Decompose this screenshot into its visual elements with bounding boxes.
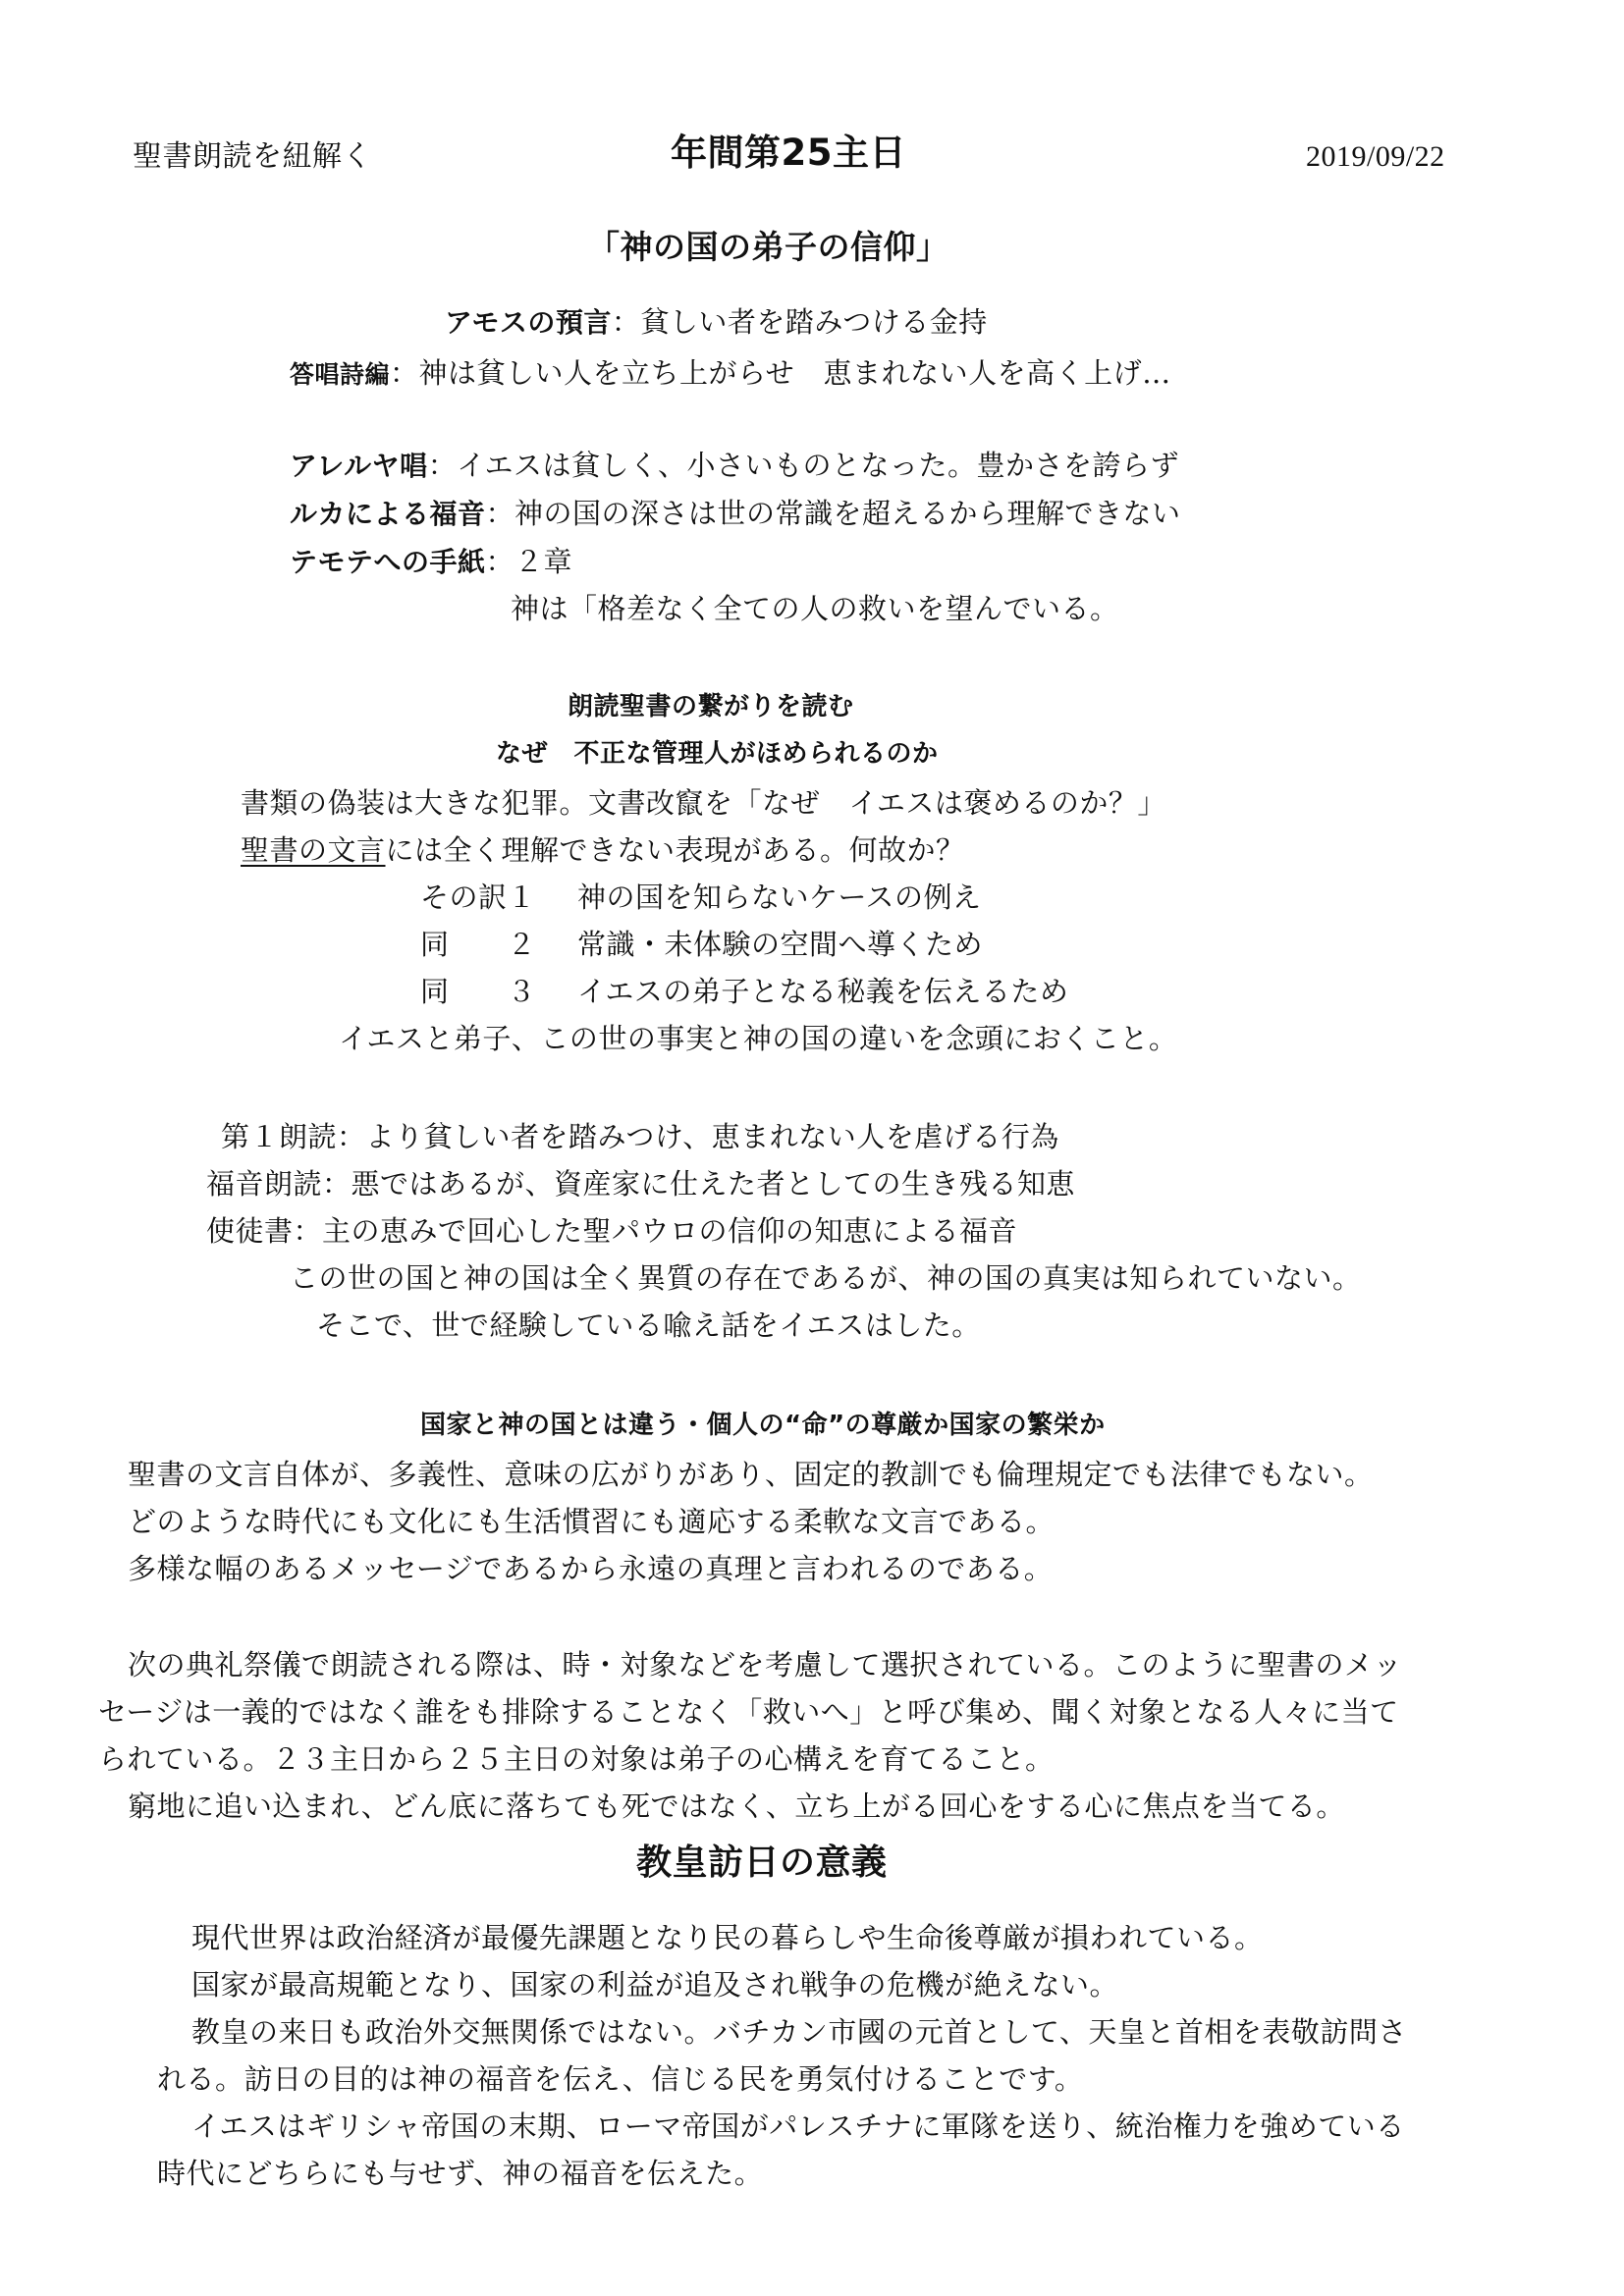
reading-amos-label: アモスの預言 (445, 306, 612, 339)
section2-line1: この世の国と神の国は全く異質の存在であるが、神の国の真実は知られていない。 (290, 1261, 1362, 1295)
reason-item (420, 972, 1068, 1011)
reading-amos-text: ：貧しい者を踏みつける金持 (611, 305, 988, 339)
scripture-words-underlined: 聖書の文言 (241, 833, 386, 867)
section3-line: 多様な幅のあるメッセージであるから永遠の真理と言われるのである。 (128, 1552, 1054, 1585)
reading-timothy-text: ：２章 (485, 545, 573, 578)
page-title: 「神の国の弟子の信仰」 (587, 228, 949, 266)
header-center-title: 年間第25主日 (671, 132, 906, 174)
gospel-summary: 福音朗読：悪ではあるが、資産家に仕えた者としての生き残る知恵 (206, 1167, 1076, 1201)
reason-tag: 同 ３ (420, 975, 537, 1008)
reason-tag: その訳１ (420, 881, 537, 914)
section3-line: 聖書の文言自体が、多義性、意味の広がりがあり、固定的教訓でも倫理規定でも法律でもない。 (128, 1458, 1374, 1491)
reading-alleluia (290, 446, 1179, 486)
reading-psalm (290, 353, 1171, 395)
section3-para-line: られている。２３主日から２５主日の対象は弟子の心構えを育てること。 (98, 1742, 1055, 1776)
section3-para-line: セージは一義的ではなく誰をも排除することなく「救いへ」と呼び集め、聞く対象となる人々に当て (98, 1695, 1399, 1729)
reason-item (420, 925, 983, 964)
reading-luke-label: ルカによる福音 (290, 498, 486, 530)
epistle-summary: 使徒書：主の恵みで回心した聖パウロの信仰の知恵による福音 (206, 1214, 1018, 1248)
header-date: 2019/09/22 (1306, 140, 1445, 173)
reason-item (420, 878, 982, 917)
reading-psalm-text: ：神は貧しい人を立ち上がらせ 恵まれない人を高く上げ… (390, 356, 1171, 390)
reading-timothy-label: テモテへの手紙 (290, 546, 486, 578)
section3-line: どのような時代にも文化にも生活慣習にも適応する柔軟な文言である。 (128, 1505, 1056, 1538)
section1-line2-rest: には全く理解できない表現がある。何故か？ (385, 833, 965, 867)
section1-heading: 朗読聖書の繋がりを読む (568, 692, 854, 721)
section1-subheading: なぜ 不正な管理人がほめられるのか (496, 739, 939, 769)
reading-luke-text: ：神の国の深さは世の常識を超えるから理解できない (485, 497, 1181, 530)
section3-para-line: 次の典礼祭儀で朗読される際は、時・対象などを考慮して選択されている。このように聖書のメッ (128, 1648, 1403, 1682)
reading-timothy-note: 神は「格差なく全ての人の救いを望んでいる。 (511, 592, 1119, 625)
section4-heading: 教皇訪日の意義 (636, 1842, 888, 1883)
reading-amos (445, 302, 988, 343)
section3-para-line: 窮地に追い込まれ、どん底に落ちても死ではなく、立ち上がる回心をする心に焦点を当てる。 (128, 1789, 1345, 1823)
reading-luke (290, 494, 1181, 534)
reading-alleluia-text: ：イエスは貧しく、小さいものとなった。豊かさを誇らず (427, 449, 1179, 482)
reason-text: 神の国を知らないケースの例え (577, 881, 982, 914)
section4-line: イエスはギリシャ帝国の末期、ローマ帝国がパレスチナに軍隊を送り、統治権力を強めている (191, 2109, 1405, 2143)
header-left: 聖書朗読を紐解く (133, 139, 372, 174)
section4-line: 教皇の来日も政治外交無関係ではない。バチカン市國の元首として、天皇と首相を表敬訪問さ (191, 2015, 1407, 2049)
section4-line: 現代世界は政治経済が最優先課題となり民の暮らしや生命後尊厳が損われている。 (191, 1921, 1264, 1954)
reading-psalm-label: 答唱詩編 (290, 360, 391, 389)
reason-text: イエスの弟子となる秘義を伝えるため (577, 975, 1069, 1008)
section3-heading: 国家と神の国とは違う・個人の“命”の尊厳か国家の繁栄か (420, 1411, 1106, 1440)
reading-timothy (290, 542, 572, 582)
section4-line: 国家が最高規範となり、国家の利益が追及され戦争の危機が絶えない。 (191, 1968, 1119, 2002)
first-reading-summary: 第１朗読：より貧しい者を踏みつけ、恵まれない人を虐げる行為 (221, 1120, 1059, 1153)
section2-line2: そこで、世で経験している喩え話をイエスはした。 (316, 1308, 981, 1342)
section1-line2 (241, 830, 965, 870)
section4-line: れる。訪日の目的は神の福音を伝え、信じる民を勇気付けることです。 (157, 2062, 1084, 2096)
section4-line: 時代にどちらにも与せず、神の福音を伝えた。 (157, 2157, 764, 2190)
reading-alleluia-label: アレルヤ唱 (290, 450, 428, 482)
section1-line3: イエスと弟子、この世の事実と神の国の違いを念頭におくこと。 (339, 1022, 1178, 1055)
reason-text: 常識・未体験の空間へ導くため (577, 928, 984, 961)
reason-tag: 同 ２ (420, 928, 537, 961)
section1-line1: 書類の偽装は大きな犯罪。文書改竄を「なぜ イエスは褒めるのか？」 (241, 786, 1166, 820)
